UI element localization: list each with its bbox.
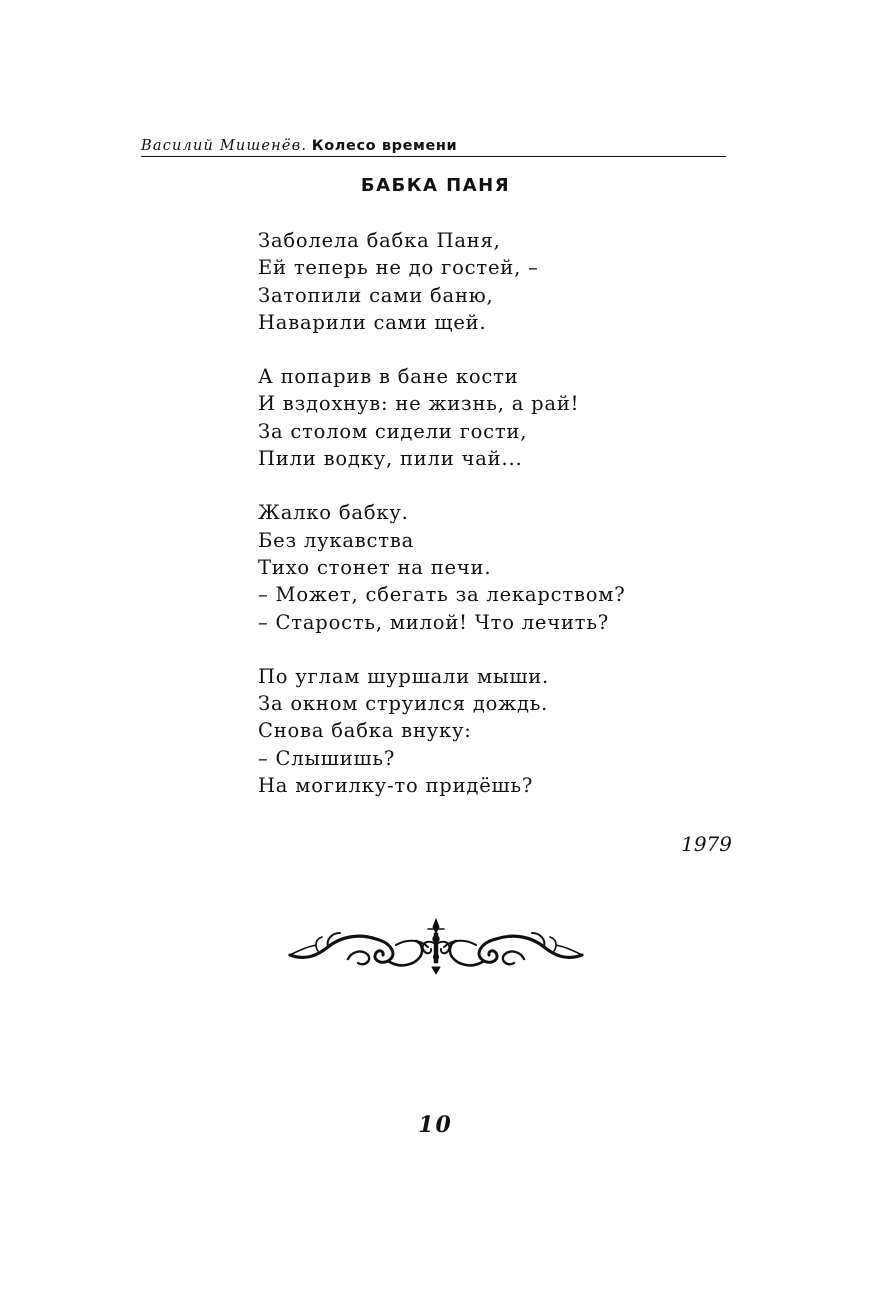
page-number: 10 — [418, 1112, 453, 1138]
poem-line: По углам шуршали мыши. — [258, 664, 550, 688]
poem-line: На могилку-то придёшь? — [258, 774, 534, 798]
running-header — [141, 136, 726, 157]
poem-line: Без лукавства — [258, 528, 415, 552]
poem-line: Жалко бабку. — [258, 501, 409, 525]
poem-line: Ей теперь не до гостей, – — [258, 256, 539, 280]
stanza-4 — [258, 663, 718, 799]
poem-line: Затопили сами баню, — [258, 283, 494, 307]
stanza-3 — [258, 499, 718, 635]
poem-line: – Слышишь? — [258, 746, 396, 770]
stanza-2 — [258, 363, 718, 472]
poem-line: Снова бабка внуку: — [258, 719, 472, 743]
header-author: Василий Мишенёв. — [141, 138, 308, 154]
poem-line: Заболела бабка Паня, — [258, 229, 501, 252]
header-book-title: Колесо времени — [311, 138, 458, 154]
poem-title: БАБКА ПАНЯ — [360, 175, 511, 196]
poem-line: Тихо стонет на печи. — [258, 555, 492, 579]
poem-line: И вздохнув: не жизнь, а рай! — [258, 392, 580, 416]
poem-year: 1979 — [681, 832, 732, 856]
poem-line: Наварили сами щей. — [258, 310, 487, 334]
poem-line: А попарив в бане кости — [258, 365, 519, 389]
poem-line: За столом сидели гости, — [258, 419, 528, 443]
poem-line: Пили водку, пили чай... — [258, 447, 523, 471]
floral-flourish-icon — [288, 917, 584, 975]
poem-line: – Старость, милой! Что лечить? — [258, 610, 610, 634]
stanza-1 — [258, 227, 718, 336]
poem-line: – Может, сбегать за лекарством? — [258, 583, 626, 607]
poem-line: За окном струился дождь. — [258, 692, 549, 716]
poem-body — [258, 227, 718, 826]
